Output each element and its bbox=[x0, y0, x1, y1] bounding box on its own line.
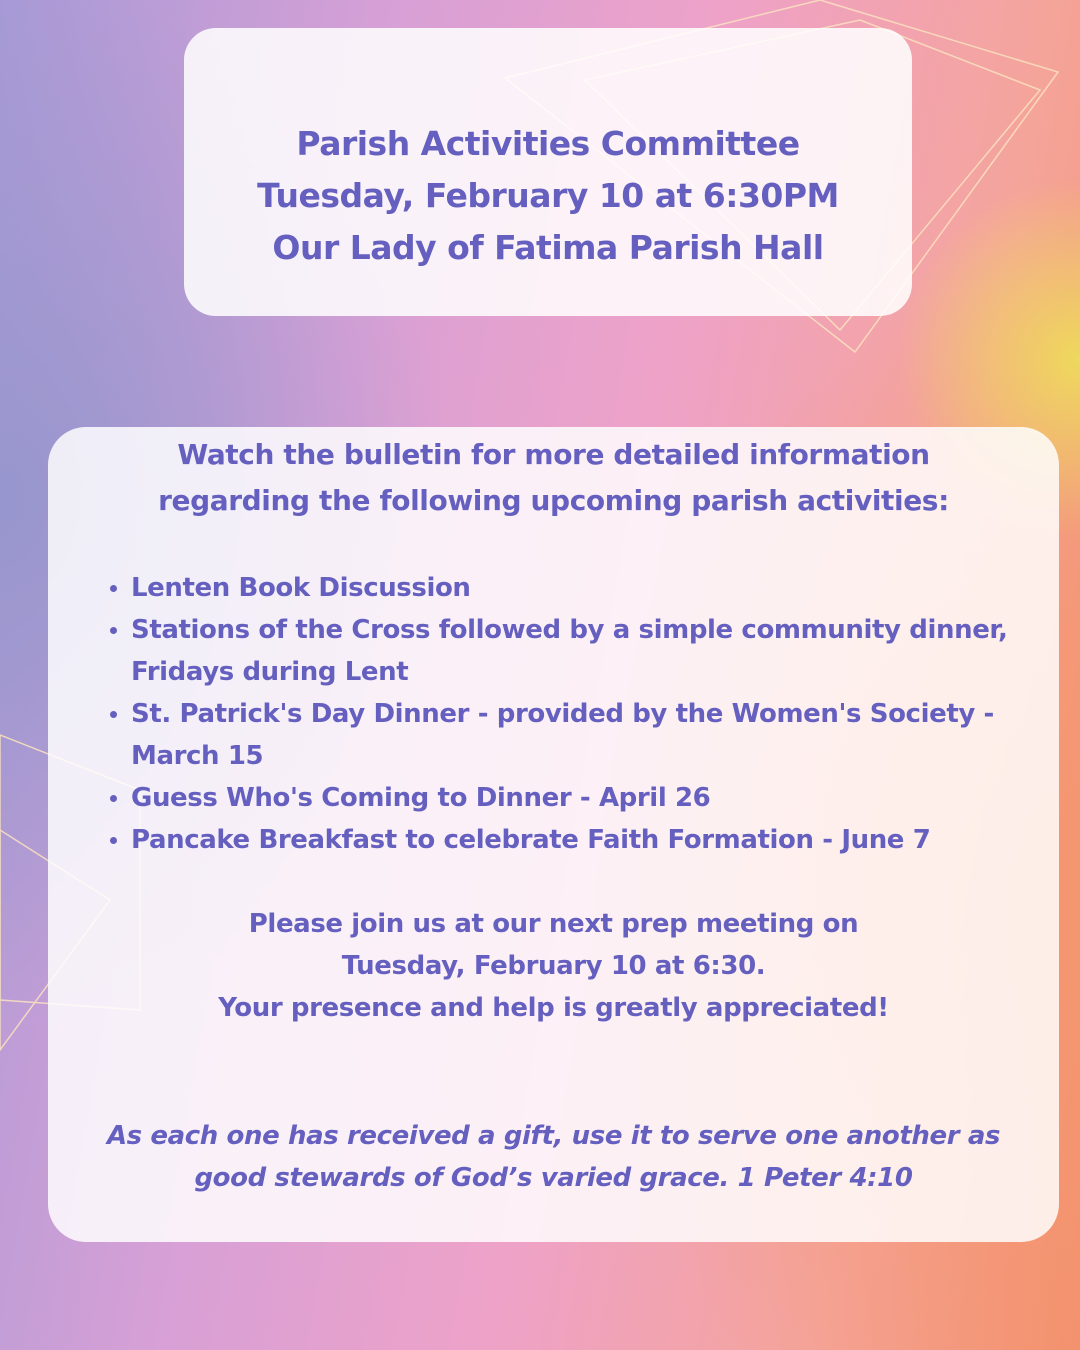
activities-list bbox=[110, 567, 1030, 861]
meeting-datetime: Tuesday, February 10 at 6:30PM bbox=[257, 176, 839, 215]
intro-line: Watch the bulletin for more detailed information bbox=[177, 438, 930, 471]
intro-line: regarding the following upcoming parish activities: bbox=[158, 484, 949, 517]
activity-item: Stations of the Cross followed by a simple community dinner, Fridays during Lent bbox=[110, 609, 1030, 693]
activity-item: Pancake Breakfast to celebrate Faith Formation - June 7 bbox=[110, 819, 1030, 861]
verse-line: good stewards of God’s varied grace. 1 Peter 4:10 bbox=[194, 1163, 913, 1193]
prep-line: Tuesday, February 10 at 6:30. bbox=[341, 951, 766, 981]
verse-line: As each one has received a gift, use it to serve one another as bbox=[106, 1121, 1001, 1151]
meeting-location: Our Lady of Fatima Parish Hall bbox=[272, 228, 824, 267]
intro-text bbox=[48, 432, 1059, 524]
meeting-header-card bbox=[184, 28, 912, 316]
activity-item: Lenten Book Discussion bbox=[110, 567, 1030, 609]
prep-meeting-note bbox=[48, 903, 1059, 1029]
activity-item: Guess Who's Coming to Dinner - April 26 bbox=[110, 777, 1030, 819]
prep-line: Please join us at our next prep meeting on bbox=[248, 909, 859, 939]
activity-item: St. Patrick's Day Dinner - provided by the Women's Society - March 15 bbox=[110, 693, 1030, 777]
scripture-verse bbox=[48, 1115, 1059, 1199]
prep-line: Your presence and help is greatly appreciated! bbox=[218, 993, 889, 1023]
committee-title: Parish Activities Committee bbox=[296, 124, 800, 163]
activities-card bbox=[48, 427, 1059, 1242]
